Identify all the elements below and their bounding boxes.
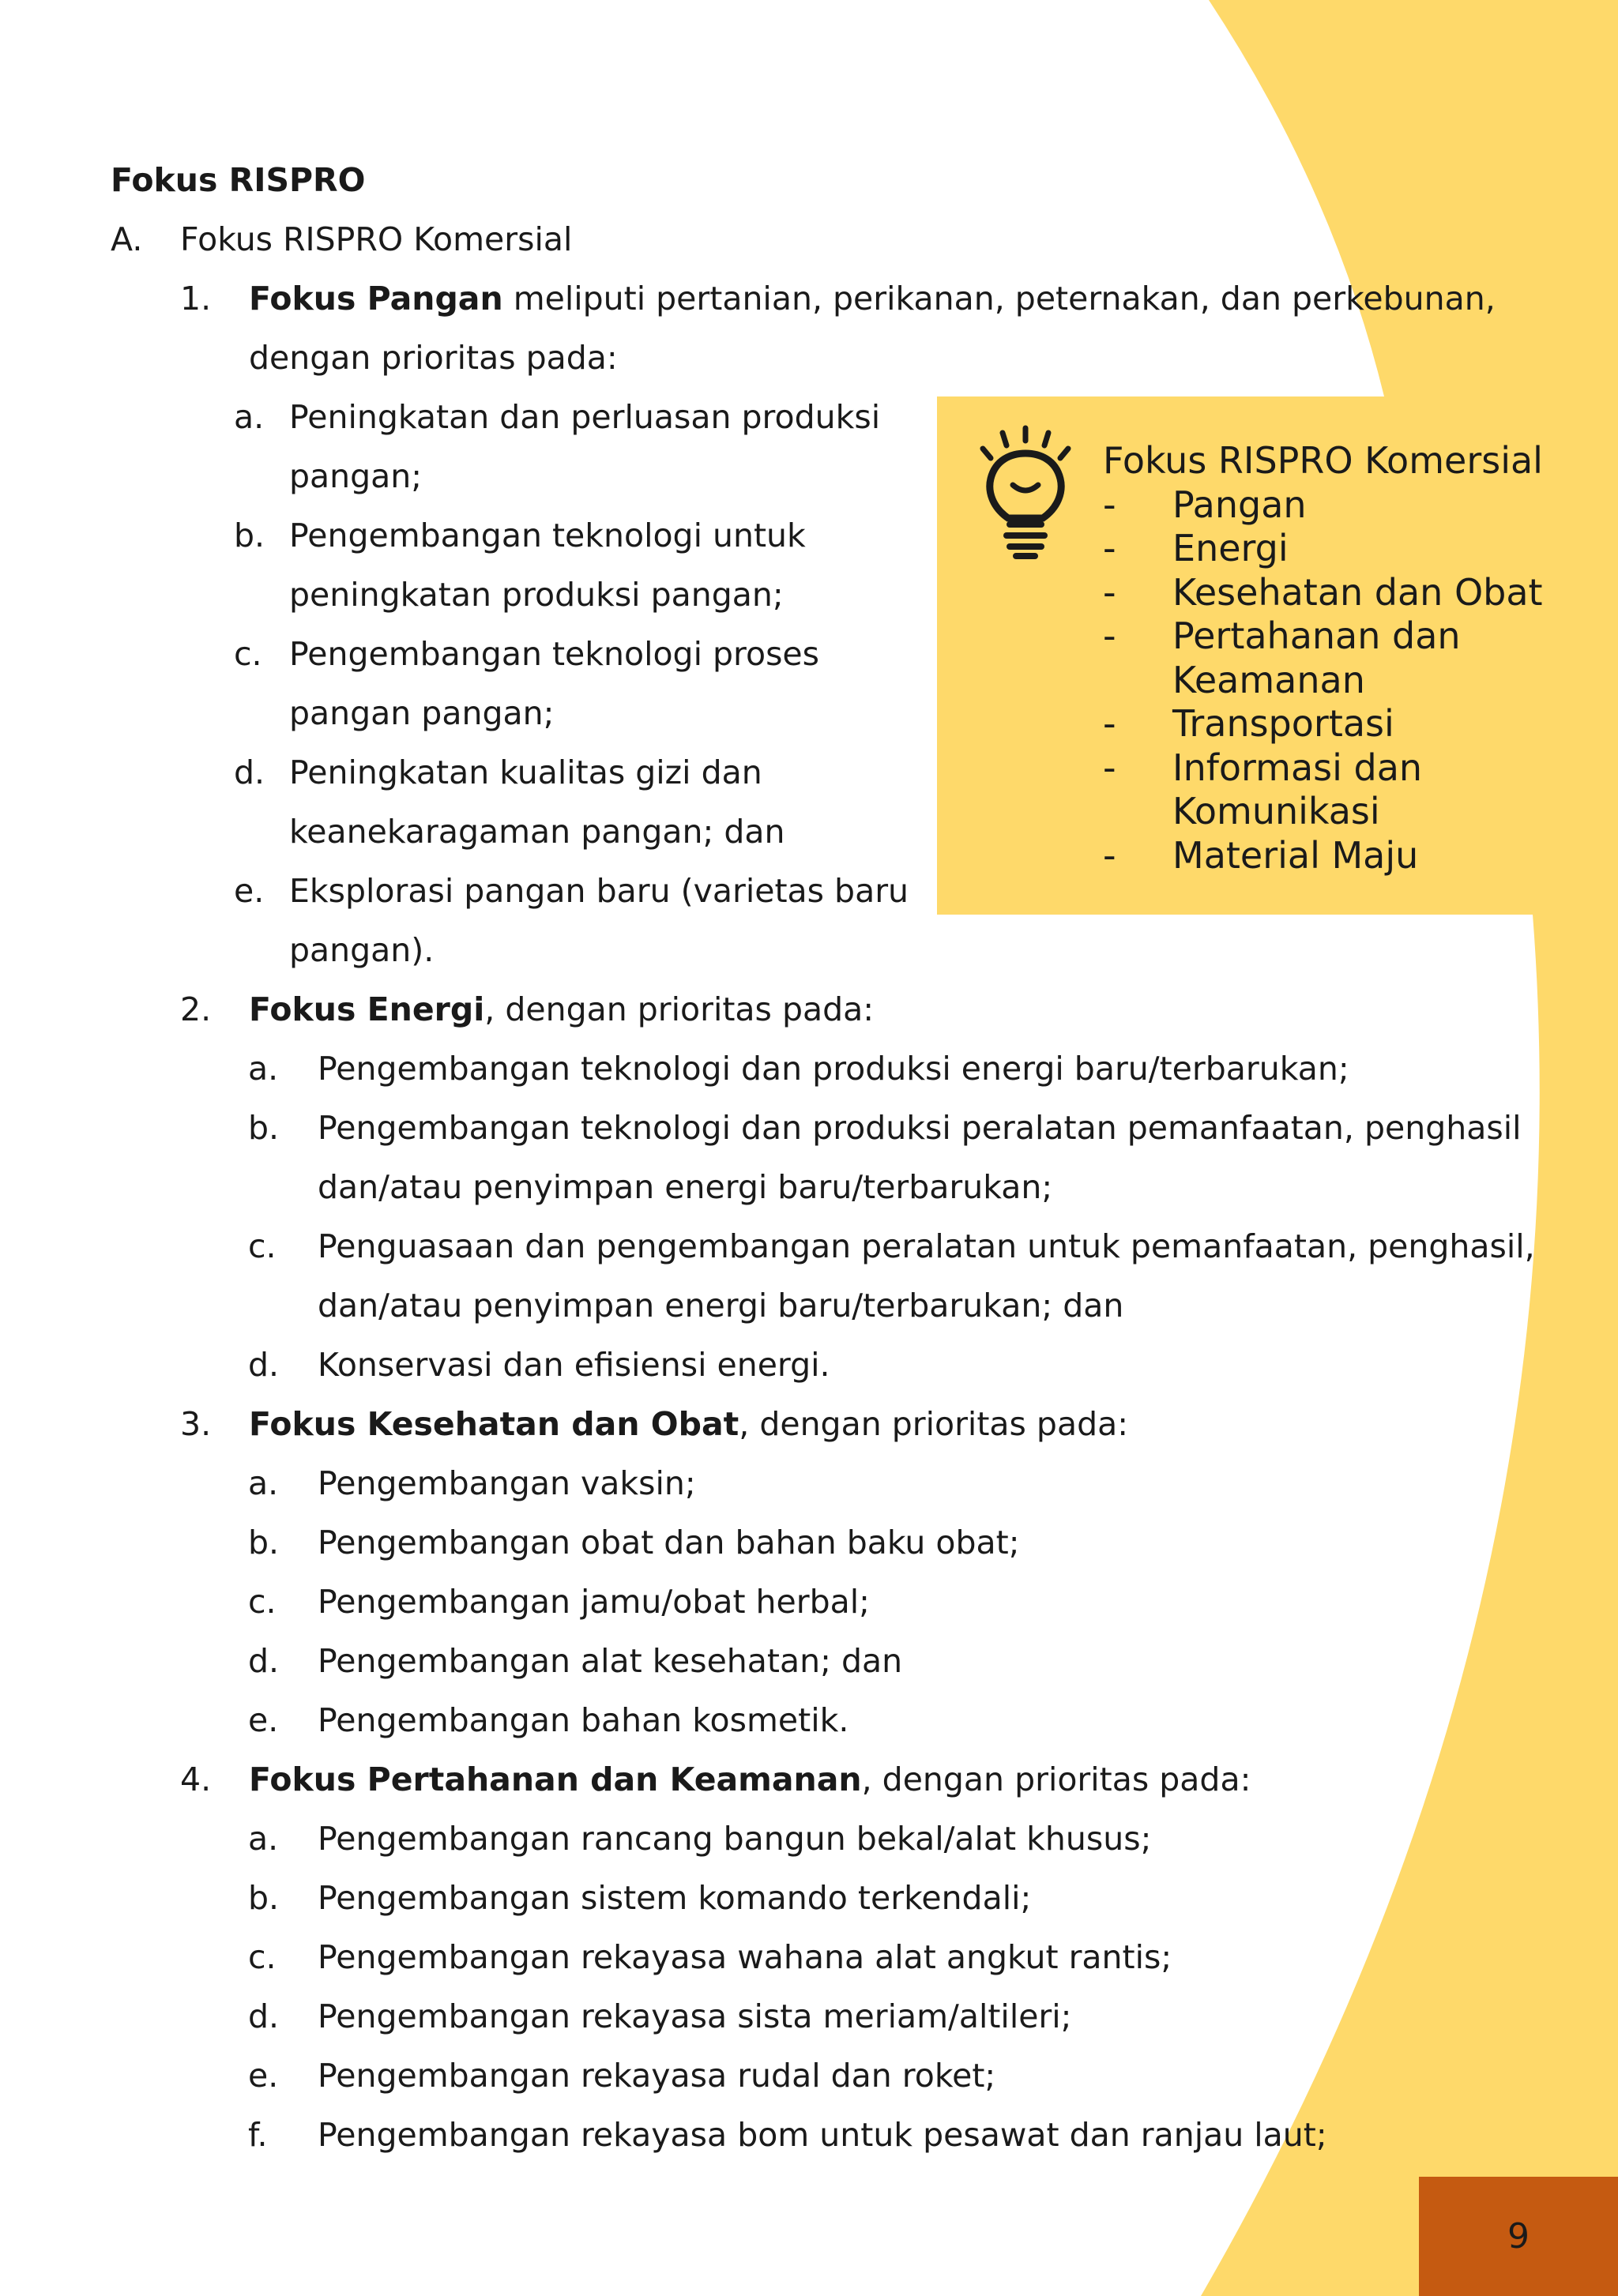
item-text: Pengembangan teknologi dan produksi energi baru/terbarukan;: [318, 1050, 1349, 1088]
item-text-continuation: dan/atau penyimpan energi baru/terbarukan;: [318, 1168, 1053, 1206]
focus-heading: [249, 980, 874, 1039]
callout-item: Pangan: [1172, 483, 1307, 526]
callout-bullet: -: [1103, 746, 1116, 789]
part-a-marker: A.: [111, 220, 143, 258]
item-text-continuation: keanekaragaman pangan; dan: [289, 813, 785, 851]
callout-bullet: -: [1103, 571, 1116, 614]
item-text: Pengembangan rekayasa wahana alat angkut rantis;: [318, 1938, 1172, 1976]
focus-name: Fokus Pangan: [249, 280, 503, 318]
focus-intro-continuation: dengan prioritas pada:: [249, 339, 618, 377]
item-letter: c.: [248, 1227, 277, 1265]
item-text: Konservasi dan efisiensi energi.: [318, 1346, 830, 1384]
focus-number: 1.: [180, 280, 212, 318]
callout-item: Transportasi: [1172, 702, 1394, 745]
item-letter: d.: [248, 1642, 280, 1680]
callout-item-continuation: Komunikasi: [1172, 790, 1380, 832]
callout-item: Pertahanan dan: [1172, 614, 1461, 657]
item-letter: d.: [248, 1346, 280, 1384]
callout-item: Kesehatan dan Obat: [1172, 571, 1543, 614]
callout-bullet: -: [1103, 483, 1116, 526]
page-number: 9: [1507, 2216, 1530, 2257]
callout-title: Fokus RISPRO Komersial: [1103, 439, 1543, 482]
item-text: Pengembangan teknologi dan produksi peralatan pemanfaatan, penghasil: [318, 1109, 1522, 1147]
item-text-continuation: pangan pangan;: [289, 694, 555, 732]
item-letter: b.: [248, 1524, 280, 1561]
item-letter: e.: [234, 872, 265, 910]
item-text: Pengembangan jamu/obat herbal;: [318, 1583, 870, 1621]
focus-number: 4.: [180, 1761, 212, 1798]
item-letter: c.: [248, 1583, 277, 1621]
focus-heading: [249, 1750, 1251, 1809]
focus-heading: [249, 1395, 1128, 1454]
item-text: Pengembangan rekayasa sista meriam/altileri;: [318, 1997, 1072, 2035]
focus-name: Fokus Energi: [249, 990, 485, 1028]
item-letter: b.: [248, 1879, 280, 1917]
item-text: Pengembangan teknologi untuk: [289, 517, 806, 554]
item-text: Pengembangan bahan kosmetik.: [318, 1701, 849, 1739]
focus-intro: meliputi pertanian, perikanan, peternakan, dan perkebunan,: [502, 280, 1496, 318]
item-letter: d.: [234, 753, 265, 791]
item-text: Pengembangan obat dan bahan baku obat;: [318, 1524, 1020, 1561]
item-letter: b.: [234, 517, 265, 554]
item-letter: a.: [248, 1464, 279, 1502]
focus-intro: , dengan prioritas pada:: [861, 1761, 1251, 1798]
callout-item-continuation: Keamanan: [1172, 659, 1365, 701]
item-letter: d.: [248, 1997, 280, 2035]
item-text: Pengembangan rekayasa rudal dan roket;: [318, 2057, 996, 2095]
focus-heading: [249, 269, 1496, 329]
item-text: Penguasaan dan pengembangan peralatan untuk pemanfaatan, penghasil,: [318, 1227, 1535, 1265]
item-text: Eksplorasi pangan baru (varietas baru: [289, 872, 909, 910]
item-text-continuation: pangan;: [289, 457, 423, 495]
callout-item: Material Maju: [1172, 834, 1419, 877]
item-text-continuation: pangan).: [289, 931, 435, 969]
callout-bullet: -: [1103, 527, 1116, 569]
focus-number: 3.: [180, 1405, 212, 1443]
item-text: Peningkatan dan perluasan produksi: [289, 398, 881, 436]
item-text: Peningkatan kualitas gizi dan: [289, 753, 762, 791]
callout-item: Informasi dan: [1172, 746, 1423, 789]
item-text: Pengembangan sistem komando terkendali;: [318, 1879, 1032, 1917]
section-title: Fokus RISPRO: [111, 161, 366, 199]
item-letter: a.: [234, 398, 265, 436]
top-right-yellow-shape: [1209, 0, 1618, 396]
item-letter: e.: [248, 1701, 279, 1739]
item-letter: a.: [248, 1820, 279, 1858]
focus-name: Fokus Pertahanan dan Keamanan: [249, 1761, 862, 1798]
callout-bullet: -: [1103, 834, 1116, 877]
focus-name: Fokus Kesehatan dan Obat: [249, 1405, 739, 1443]
item-text-continuation: peningkatan produksi pangan;: [289, 576, 784, 614]
page-number-box: [1419, 2177, 1618, 2296]
item-letter: e.: [248, 2057, 279, 2095]
callout-bullet: -: [1103, 702, 1116, 745]
callout-box: [937, 396, 1618, 915]
focus-intro: , dengan prioritas pada:: [484, 990, 875, 1028]
callout-bullet: -: [1103, 614, 1116, 657]
callout-item: Energi: [1172, 527, 1289, 569]
item-text: Pengembangan rancang bangun bekal/alat khusus;: [318, 1820, 1152, 1858]
focus-number: 2.: [180, 990, 212, 1028]
item-letter: a.: [248, 1050, 279, 1088]
item-letter: b.: [248, 1109, 280, 1147]
focus-intro: , dengan prioritas pada:: [739, 1405, 1129, 1443]
part-a-title: Fokus RISPRO Komersial: [180, 220, 573, 258]
lightbulb-icon: [978, 425, 1081, 561]
item-letter: c.: [248, 1938, 277, 1976]
item-text: Pengembangan alat kesehatan; dan: [318, 1642, 903, 1680]
item-text: Pengembangan rekayasa bom untuk pesawat dan ranjau laut;: [318, 2116, 1327, 2154]
item-text-continuation: dan/atau penyimpan energi baru/terbarukan; dan: [318, 1287, 1124, 1325]
item-letter: f.: [248, 2116, 268, 2154]
item-text: Pengembangan teknologi proses: [289, 635, 820, 673]
item-letter: c.: [234, 635, 262, 673]
item-text: Pengembangan vaksin;: [318, 1464, 696, 1502]
